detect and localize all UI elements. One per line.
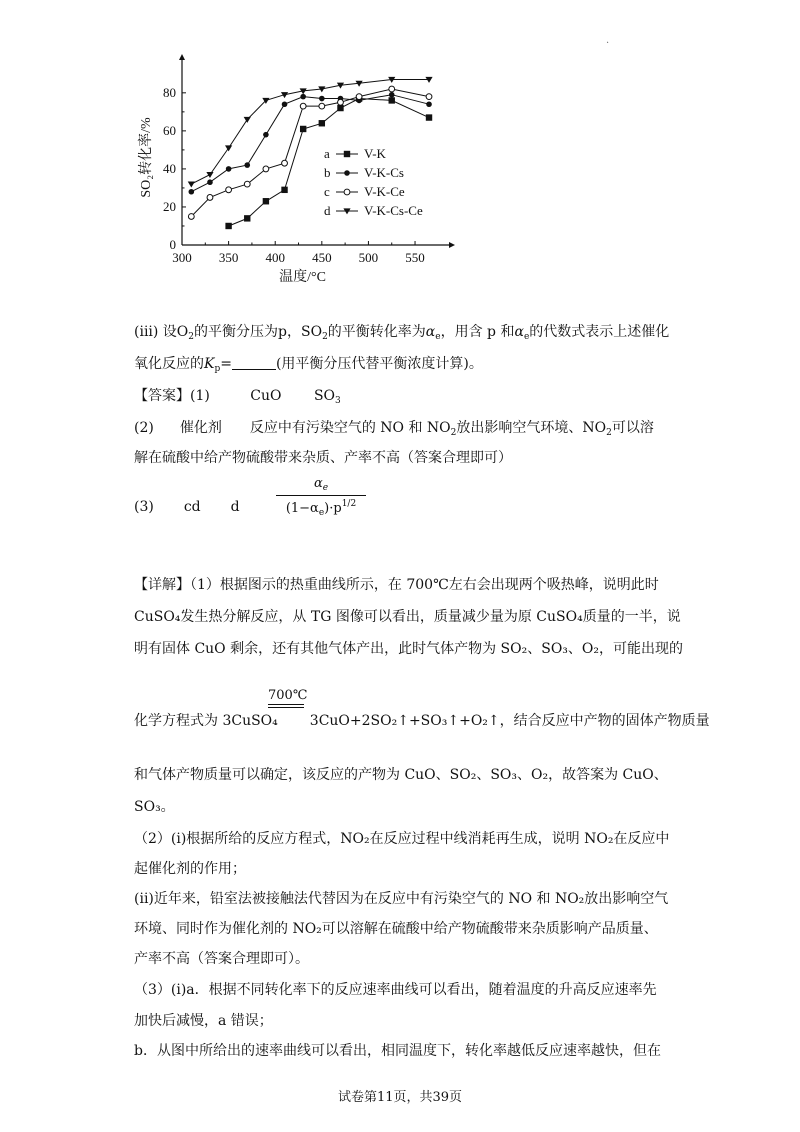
y-tick-label: 20	[163, 198, 176, 214]
data-point-c	[356, 94, 362, 100]
answer-line2: (2) 催化剂 反应中有污染空气的 NO 和 $NO_2$放出影响空气环境、$NO_2$可以溶	[134, 420, 654, 438]
x-axis-label: 温度/°C	[279, 270, 326, 285]
data-point-c	[244, 181, 250, 187]
data-point-c	[300, 103, 306, 109]
data-point-a	[426, 114, 432, 120]
x-tick-label: 400	[265, 250, 285, 265]
legend-marker-b	[344, 170, 350, 176]
x-tick-label: 550	[405, 250, 425, 265]
y-tick-label: 0	[169, 237, 176, 252]
chart-svg	[128, 52, 458, 297]
detail-line13: 加快后减慢，a 错误；	[134, 1013, 273, 1029]
scan-dot: ·	[606, 38, 610, 49]
data-point-d	[188, 182, 195, 188]
reaction-condition: 700℃	[268, 688, 304, 708]
detail-line3: 明有固体 CuO 剩余，还有其他气体产出，此时气体产物为 SO₂、SO₃、O₂，可能出现的	[134, 641, 684, 657]
y-axis-arrow	[179, 54, 185, 60]
data-point-b	[244, 162, 250, 168]
data-point-b	[207, 179, 213, 185]
data-point-a	[389, 97, 395, 103]
data-point-c	[207, 195, 213, 201]
detail-line6: SO₃。	[134, 799, 175, 815]
data-point-a	[244, 215, 250, 221]
page-footer: 试卷第11页，共39页	[337, 1090, 463, 1105]
legend-letter: a	[324, 146, 330, 161]
data-point-c	[263, 166, 269, 172]
detail-line2: CuSO₄发生热分解反应，从 TG 图像可以看出，质量减少量为原 CuSO₄质量的一半，说	[134, 609, 681, 625]
data-point-b	[226, 166, 232, 172]
detail-line7: （2）(i)根据所给的反应方程式，NO₂在反应过程中线消耗再生成，说明 NO₂在反应中	[134, 831, 670, 847]
x-tick-label: 350	[218, 250, 239, 265]
legend-letter: b	[324, 165, 331, 180]
data-point-b	[426, 101, 432, 107]
data-point-a	[300, 126, 306, 132]
detail-line11: 产率不高（答案合理即可）。	[134, 951, 309, 967]
data-point-a	[281, 187, 287, 193]
detail-line10: 环境、同时作为催化剂的 NO₂可以溶解在硫酸中给产物硫酸带来杂质影响产品质量、	[134, 921, 658, 937]
detail-line12: （3）(i)a．根据不同转化率下的反应速率曲线可以看出，随着温度的升高反应速率先	[134, 982, 657, 998]
data-point-b	[319, 96, 325, 102]
data-point-d	[244, 117, 251, 123]
data-point-b	[189, 189, 195, 195]
detail-line14: b．从图中所给出的速率曲线可以看出，相同温度下，转化率越低反应速率越快，但在	[134, 1043, 661, 1059]
legend-marker-a	[344, 151, 350, 157]
detail-equation: 化学方程式为 3CuSO₄ 3CuO+2SO₂↑+SO₃↑+O₂↑，结合反应中产物的固体产物质量	[134, 713, 710, 729]
data-point-c	[426, 94, 432, 100]
data-point-b	[282, 101, 288, 107]
question-iii-line2: 氧化反应的$K_p=$ (用平衡分压代替平衡浓度计算)。	[134, 356, 483, 374]
legend-letter: c	[324, 184, 330, 199]
data-point-c	[319, 103, 325, 109]
data-point-c	[188, 214, 194, 220]
x-tick-label: 300	[172, 250, 192, 265]
legend-letter: d	[324, 203, 331, 218]
legend-marker-c	[344, 189, 350, 195]
conversion-chart	[128, 52, 458, 297]
legend-label: V-K-Ce	[364, 184, 405, 199]
x-axis-arrow	[449, 242, 455, 248]
y-tick-label: 40	[163, 160, 176, 176]
answer-line1: 【答案】(1) CuO $SO_3$	[134, 388, 341, 406]
data-point-b	[263, 132, 269, 138]
data-point-c	[226, 187, 232, 193]
data-point-d	[206, 172, 213, 178]
answer-line4: (3) cd d	[134, 499, 240, 515]
y-axis-label: SO₂转化率/%	[139, 117, 154, 198]
kp-fraction: $\alpha_e$ $(1-\alpha_e)\cdot p^{1/2}$	[276, 476, 366, 518]
data-point-d	[225, 145, 232, 151]
data-point-a	[319, 120, 325, 126]
detail-line9: (ii)近年来，铅室法被接触法代替因为在反应中有污染空气的 NO 和 NO₂放出影响空气	[134, 891, 669, 907]
detail-line1: 【详解】（1）根据图示的热重曲线所示，在 700℃左右会出现两个吸热峰，说明此时	[134, 577, 659, 593]
data-point-a	[337, 105, 343, 111]
data-point-a	[263, 198, 269, 204]
data-point-b	[389, 92, 395, 98]
data-point-c	[389, 86, 395, 92]
answer-blank	[232, 355, 276, 370]
data-point-c	[282, 160, 288, 166]
x-tick-label: 450	[312, 250, 332, 265]
legend-label: V-K	[364, 146, 386, 161]
data-point-c	[338, 99, 344, 105]
legend-label: V-K-Cs	[364, 165, 404, 180]
data-point-b	[300, 94, 306, 100]
x-tick-label: 500	[358, 250, 379, 265]
answer-line3: 解在硫酸中给产物硫酸带来杂质、产率不高（答案合理即可）	[134, 450, 512, 466]
y-tick-label: 80	[163, 84, 176, 100]
detail-line5: 和气体产物质量可以确定，该反应的产物为 CuO、SO₂、SO₃、O₂，故答案为 CuO、	[134, 767, 668, 783]
y-tick-label: 60	[163, 122, 176, 138]
legend-label: V-K-Cs-Ce	[364, 203, 423, 218]
data-point-a	[225, 223, 231, 229]
question-iii-line1: (iii) 设$O_2$的平衡分压为p，$SO_2$的平衡转化率为$\alpha_e$，用含 p 和$\alpha_e$的代数式表示上述催化	[134, 324, 670, 342]
detail-line8: 起催化剂的作用；	[134, 861, 246, 877]
